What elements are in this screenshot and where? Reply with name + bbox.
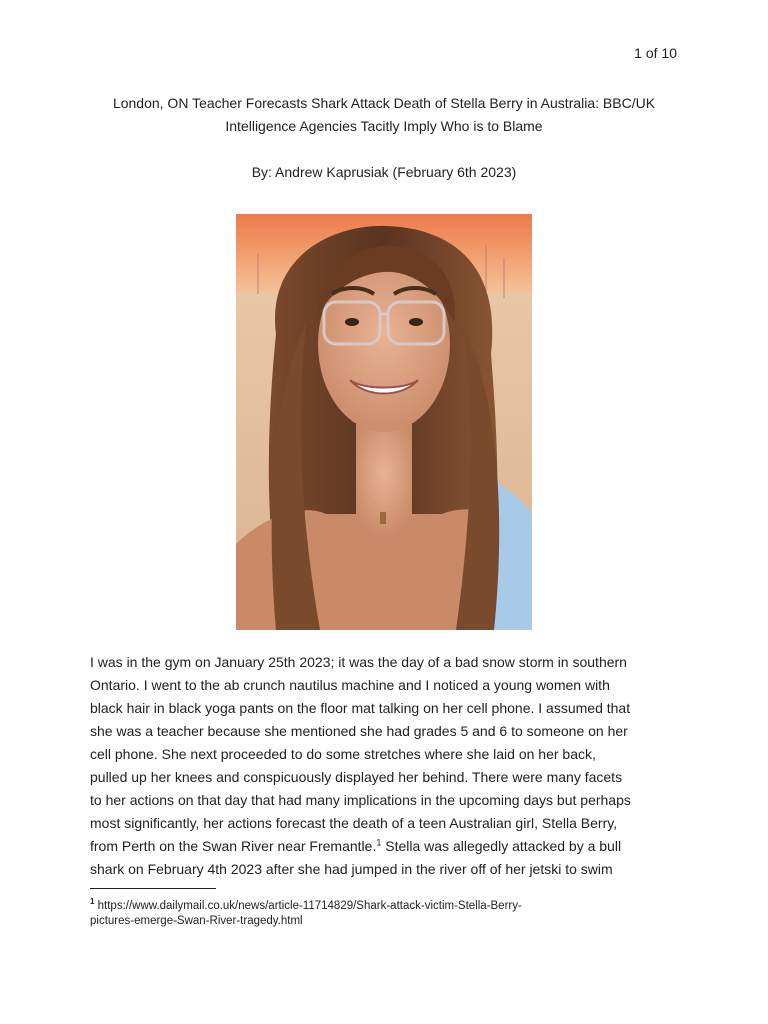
title-line-1: London, ON Teacher Forecasts Shark Attack Death of Stella Berry in Australia: BBC/UK [112,95,656,111]
footnote-line [90,899,690,914]
body-line: Ontario. I went to the ab crunch nautilus machine and I noticed a young women with [90,677,610,693]
body-line: to her actions on that day that had many implications in the upcoming days but perhaps [90,792,631,808]
page-number: 1 of 10 [634,45,677,61]
body-line: I was in the gym on January 25th 2023; it was the day of a bad snow storm in southern [90,654,627,670]
footnote-url-part-2[interactable]: pictures-emerge-Swan-River-tragedy.html [90,915,303,927]
body-line: pulled up her knees and conspicuously displayed her behind. There were many facets [90,769,623,785]
body-paragraph [90,651,690,881]
body-line: she was a teacher because she mentioned she had grades 5 and 6 to someone on her [90,723,628,739]
footnote-marker: 1 [90,897,95,907]
body-line: shark on February 4th 2023 after she had jumped in the river off of her jetski to swim [90,861,613,877]
footnote-reference[interactable]: 1 [376,837,382,848]
footnote [90,899,690,929]
body-line: black hair in black yoga pants on the floor mat talking on her cell phone. I assumed that [90,700,631,716]
body-line: cell phone. She next proceeded to do some stretches where she laid on her back, [90,746,596,762]
portrait-photo [236,214,532,630]
byline: By: Andrew Kaprusiak (February 6th 2023) [251,164,517,180]
footnote-divider [90,888,216,889]
title-line-2: Intelligence Agencies Tacitly Imply Who is to Blame [225,118,543,134]
body-line: most significantly, her actions forecast the death of a teen Australian girl, Stella Berry, [90,815,618,831]
body-text-segment: from Perth on the Swan River near Fremantle. [90,838,377,854]
article-title [60,92,708,138]
footnote-url-part-1[interactable]: https://www.dailymail.co.uk/news/article-11714829/Shark-attack-victim-Stella-Berry- [94,900,522,912]
body-text-segment: Stella was allegedly attacked by a bull [381,838,622,854]
body-line [90,835,690,858]
